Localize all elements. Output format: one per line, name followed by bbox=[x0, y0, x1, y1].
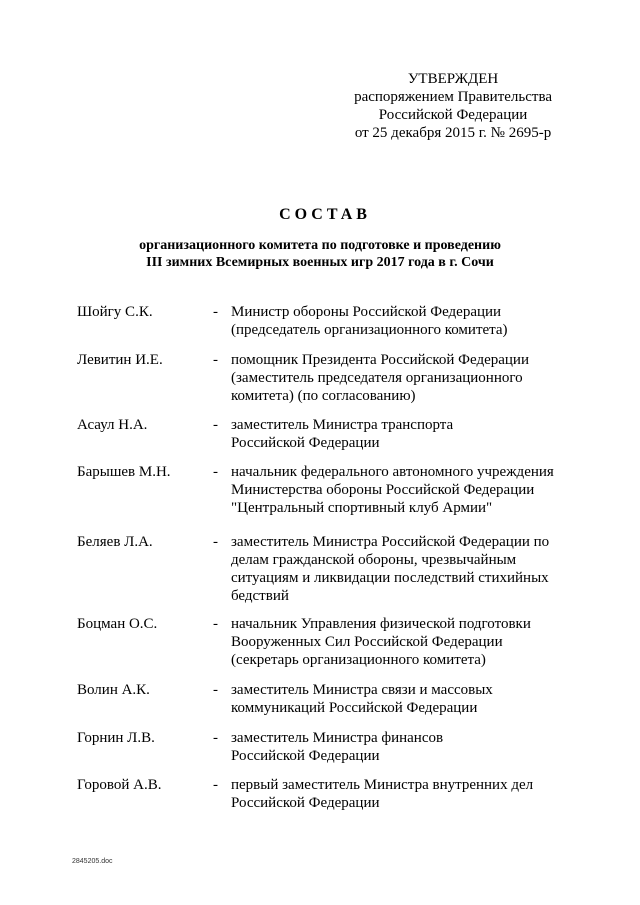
member-role bbox=[231, 729, 571, 765]
member-dash: - bbox=[213, 352, 218, 368]
member-role bbox=[231, 533, 571, 605]
member-dash: - bbox=[213, 682, 218, 698]
subtitle-line: организационного комитета по подготовке и проведению bbox=[139, 238, 501, 253]
role-line: Российской Федерации bbox=[231, 435, 380, 451]
document-title-block bbox=[0, 205, 640, 271]
member-role bbox=[231, 303, 571, 339]
member-dash: - bbox=[213, 417, 218, 433]
role-line: заместитель Министра транспорта bbox=[231, 417, 454, 433]
role-line: заместитель Министра финансов bbox=[231, 730, 444, 746]
role-line: Министр обороны Российской Федерации bbox=[231, 304, 502, 320]
member-role bbox=[231, 681, 571, 717]
member-name: Боцман О.С. bbox=[77, 616, 158, 632]
approval-stamp bbox=[354, 70, 552, 142]
member-dash: - bbox=[213, 534, 218, 550]
member-name: Левитин И.Е. bbox=[77, 352, 163, 368]
footer-filename: 2845205.doc bbox=[72, 858, 113, 865]
member-role bbox=[231, 416, 571, 452]
role-line: "Центральный спортивный клуб Армии" bbox=[231, 500, 493, 516]
role-line: (председатель организационного комитета) bbox=[231, 322, 508, 338]
role-line: (заместитель председателя организационного bbox=[231, 370, 523, 386]
role-line: начальник федерального автономного учреждения bbox=[231, 464, 554, 480]
role-line: ситуациям и ликвидации последствий стихийных bbox=[231, 570, 549, 586]
approval-line: Российской Федерации bbox=[378, 107, 528, 123]
approval-heading: УТВЕРЖДЕН bbox=[407, 71, 499, 87]
approval-date-number: от 25 декабря 2015 г. № 2695-р bbox=[354, 125, 552, 141]
member-role bbox=[231, 351, 571, 405]
member-name: Асаул Н.А. bbox=[77, 417, 148, 433]
member-role bbox=[231, 615, 571, 669]
role-line: Министерства обороны Российской Федерации bbox=[231, 482, 535, 498]
member-dash: - bbox=[213, 304, 218, 320]
document-subtitle bbox=[0, 237, 640, 271]
subtitle-line: III зимних Всемирных военных игр 2017 года в г. Сочи bbox=[146, 255, 494, 270]
role-line: коммуникаций Российской Федерации bbox=[231, 700, 478, 716]
role-line: делам гражданской обороны, чрезвычайным bbox=[231, 552, 517, 568]
member-name: Горовой А.В. bbox=[77, 777, 162, 793]
member-dash: - bbox=[213, 616, 218, 632]
role-line: Российской Федерации bbox=[231, 795, 380, 811]
member-name: Барышев М.Н. bbox=[77, 464, 171, 480]
member-dash: - bbox=[213, 777, 218, 793]
role-line: заместитель Министра Российской Федерации по bbox=[231, 534, 550, 550]
member-name: Беляев Л.А. bbox=[77, 534, 153, 550]
member-name: Шойгу С.К. bbox=[77, 304, 153, 320]
approval-line: распоряжением Правительства bbox=[354, 89, 552, 105]
role-line: комитета) (по согласованию) bbox=[231, 388, 416, 404]
member-name: Волин А.К. bbox=[77, 682, 150, 698]
role-line: Российской Федерации bbox=[231, 748, 380, 764]
role-line: первый заместитель Министра внутренних дел bbox=[231, 777, 534, 793]
role-line: заместитель Министра связи и массовых bbox=[231, 682, 493, 698]
member-dash: - bbox=[213, 464, 218, 480]
role-line: (секретарь организационного комитета) bbox=[231, 652, 486, 668]
role-line: помощник Президента Российской Федерации bbox=[231, 352, 529, 368]
member-name: Горнин Л.В. bbox=[77, 730, 155, 746]
role-line: бедствий bbox=[231, 588, 289, 604]
role-line: Вооруженных Сил Российской Федерации bbox=[231, 634, 503, 650]
member-role bbox=[231, 463, 571, 517]
role-line: начальник Управления физической подготовки bbox=[231, 616, 531, 632]
member-dash: - bbox=[213, 730, 218, 746]
document-title: СОСТАВ bbox=[279, 206, 371, 223]
member-role bbox=[231, 776, 571, 812]
